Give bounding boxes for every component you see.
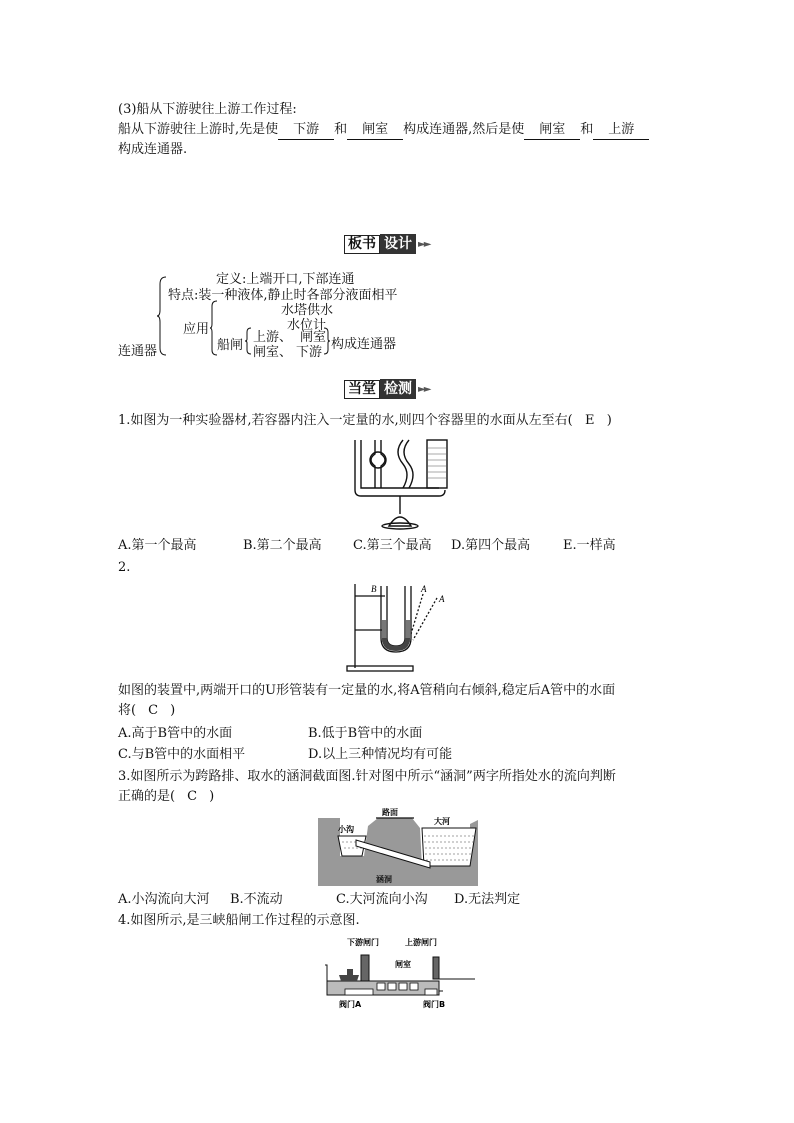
q2-answer: C bbox=[148, 703, 159, 718]
q3-answer: C bbox=[187, 789, 198, 804]
board-app-level-gauge: 水位计 bbox=[287, 318, 327, 333]
text: 构成连通器,然后是使 bbox=[403, 122, 525, 137]
q4-label-upstream-gate: 上游闸门 bbox=[405, 938, 437, 947]
brace-root-icon bbox=[157, 276, 167, 356]
banner-board-design bbox=[344, 234, 429, 254]
q1-option-b: B.第二个最高 bbox=[243, 538, 322, 553]
section3-heading: (3)船从下游驶往上游工作过程: bbox=[118, 102, 297, 117]
text: 下游 bbox=[296, 345, 323, 360]
text: 正确的是( bbox=[118, 789, 176, 804]
q1-figure-communicating-vessels bbox=[345, 434, 455, 534]
brace-close-icon bbox=[323, 327, 330, 355]
q4-label-downstream-gate: 下游闸门 bbox=[347, 938, 379, 947]
board-definition: 定义:上端开口,下部连通 bbox=[216, 272, 355, 287]
q1-answer: E bbox=[585, 413, 595, 428]
text: ) bbox=[606, 413, 612, 428]
text: 船从下游驶往上游时,先是使 bbox=[118, 122, 279, 137]
q3-label-road: 路面 bbox=[382, 808, 398, 817]
banner-arrow-icon: ►► bbox=[418, 238, 430, 250]
brace-lock-icon bbox=[245, 327, 252, 355]
q3-figure-culvert bbox=[318, 806, 478, 890]
q3-option-c: C.大河流向小沟 bbox=[336, 892, 428, 907]
q2-label-a1: A bbox=[421, 584, 427, 594]
text: 闸室 bbox=[300, 330, 327, 345]
q4-label-valve-a: 阀门A bbox=[339, 1000, 362, 1009]
blank-chamber: 闸室 bbox=[347, 121, 403, 140]
text: 闸室、 bbox=[253, 345, 293, 360]
banner-check-left: 当堂 bbox=[344, 380, 380, 399]
q3-option-d: D.无法判定 bbox=[454, 892, 521, 907]
text: 1.如图为一种实验器材,若容器内注入一定量的水,则四个容器里的水面从左至右( bbox=[118, 413, 573, 428]
text: ) bbox=[209, 789, 215, 804]
q3-stem-2 bbox=[118, 788, 214, 806]
q3-option-b: B.不流动 bbox=[230, 892, 283, 907]
q2-option-c: C.与B管中的水面相平 bbox=[118, 747, 246, 762]
banner-board-left: 板书 bbox=[344, 235, 380, 254]
text: 和 bbox=[334, 122, 348, 137]
board-lock-suffix: 构成连通器 bbox=[331, 337, 397, 352]
banner-check-right: 检测 bbox=[380, 379, 416, 399]
board-apply-label: 应用 bbox=[183, 322, 210, 337]
q1-option-a: A.第一个最高 bbox=[118, 538, 197, 553]
text: 和 bbox=[580, 122, 594, 137]
blank-downstream: 下游 bbox=[278, 121, 334, 140]
text: 将( bbox=[118, 703, 137, 718]
blank-upstream: 上游 bbox=[593, 121, 649, 140]
q1-option-c: C.第三个最高 bbox=[353, 538, 432, 553]
board-root: 连通器 bbox=[118, 344, 158, 359]
section3-line1 bbox=[118, 121, 649, 140]
q2-stem-2 bbox=[118, 702, 175, 720]
q3-label-culvert: 涵洞 bbox=[376, 875, 392, 884]
q3-option-a: A.小沟流向大河 bbox=[118, 892, 210, 907]
q2-option-d: D.以上三种情况均有可能 bbox=[308, 747, 453, 762]
board-feature: 特点:装一种液体,静止时各部分液面相平 bbox=[168, 288, 398, 303]
section3-line2: 构成连通器. bbox=[118, 142, 188, 157]
q2-option-b: B.低于B管中的水面 bbox=[308, 726, 423, 741]
q1-option-e: E.一样高 bbox=[563, 538, 616, 553]
q1-stem bbox=[118, 412, 612, 430]
banner-arrow-icon: ►► bbox=[418, 383, 430, 395]
board-lock-pair-2 bbox=[253, 341, 322, 360]
q3-label-river: 大河 bbox=[434, 817, 450, 826]
q3-label-ditch: 小沟 bbox=[338, 825, 354, 834]
q1-option-d: D.第四个最高 bbox=[451, 538, 531, 553]
board-lock-label: 船闸 bbox=[217, 338, 244, 353]
q1-options bbox=[118, 537, 616, 555]
banner-in-class-check bbox=[344, 379, 429, 399]
q2-options-row2 bbox=[118, 746, 452, 764]
q3-options bbox=[118, 891, 520, 909]
q4-stem: 4.如图所示,是三峡船闸工作过程的示意图. bbox=[118, 913, 360, 928]
q2-figure-u-tube bbox=[345, 580, 455, 680]
q4-figure-ship-lock bbox=[325, 935, 475, 1015]
q2-label-b: B bbox=[371, 584, 377, 594]
q4-label-valve-b: 阀门B bbox=[423, 1000, 446, 1009]
banner-board-right: 设计 bbox=[380, 234, 416, 254]
q2-label-a2: A bbox=[439, 594, 445, 604]
q4-label-chamber: 闸室 bbox=[395, 960, 411, 969]
text: ) bbox=[170, 703, 176, 718]
q3-stem-1: 3.如图所示为跨路排、取水的涵洞截面图.针对图中所示“涵洞”两字所指处水的流向判断 bbox=[118, 769, 616, 784]
blank-chamber-2: 闸室 bbox=[524, 121, 580, 140]
q2-option-a: A.高于B管中的水面 bbox=[118, 726, 233, 741]
board-app-water-tower: 水塔供水 bbox=[281, 303, 334, 318]
q2-options-row1 bbox=[118, 725, 422, 743]
q2-stem-1: 如图的装置中,两端开口的U形管装有一定量的水,将A管稍向右倾斜,稳定后A管中的水面 bbox=[118, 683, 616, 698]
text: 上游、 bbox=[253, 330, 293, 345]
q2-number: 2. bbox=[118, 560, 131, 575]
